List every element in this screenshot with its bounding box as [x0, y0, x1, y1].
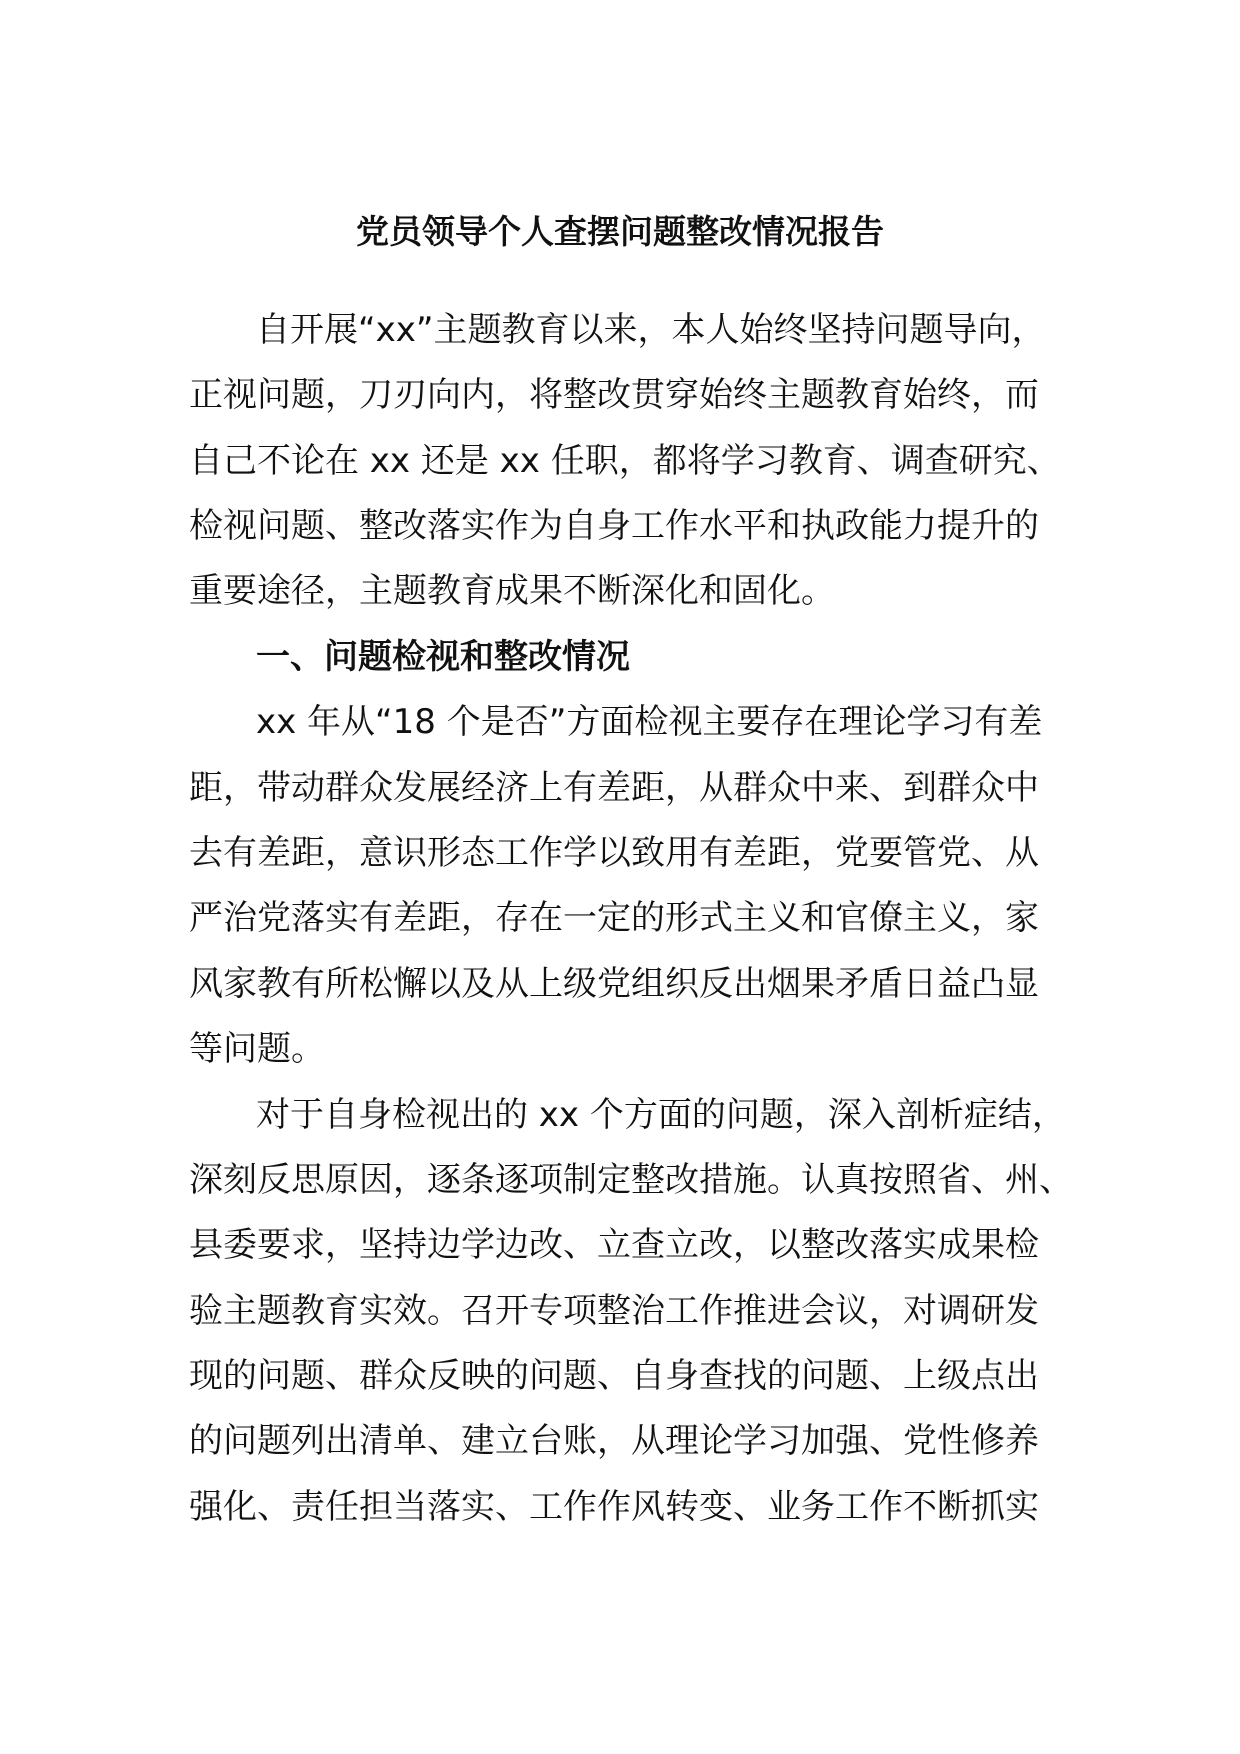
- paragraph-line: 正视问题，刀刃向内，将整改贯穿始终主题教育始终，而: [189, 375, 1039, 415]
- paragraph-line: 自开展“xx”主题教育以来，本人始终坚持问题导向，: [256, 310, 1046, 350]
- paragraph-line: 的问题列出清单、建立台账，从理论学习加强、党性修养: [189, 1421, 1039, 1461]
- paragraph-line: 自己不论在 xx 还是 xx 任职，都将学习教育、调查研究、: [189, 441, 1061, 481]
- paragraph-line: 深刻反思原因，逐条逐项制定整改措施。认真按照省、州、: [189, 1160, 1073, 1200]
- paragraph-line: 强化、责任担当落实、工作作风转变、业务工作不断抓实: [189, 1487, 1039, 1527]
- paragraph-line: xx 年从“18 个是否”方面检视主要存在理论学习有差: [256, 702, 1043, 742]
- section-heading: 一、问题检视和整改情况: [256, 637, 630, 677]
- paragraph-line: 对于自身检视出的 xx 个方面的问题，深入剖析症结，: [256, 1095, 1066, 1135]
- paragraph-line: 等问题。: [189, 1029, 325, 1069]
- paragraph-line: 验主题教育实效。召开专项整治工作推进会议，对调研发: [189, 1291, 1039, 1331]
- paragraph-line: 严治党落实有差距，存在一定的形式主义和官僚主义，家: [189, 898, 1039, 938]
- paragraph-line: 现的问题、群众反映的问题、自身查找的问题、上级点出: [189, 1356, 1039, 1396]
- paragraph-line: 县委要求，坚持边学边改、立查立改，以整改落实成果检: [189, 1225, 1039, 1265]
- document-title: 党员领导个人查摆问题整改情况报告: [356, 212, 884, 251]
- paragraph-line: 检视问题、整改落实作为自身工作水平和执政能力提升的: [189, 506, 1039, 546]
- paragraph-line: 距，带动群众发展经济上有差距，从群众中来、到群众中: [189, 768, 1039, 808]
- paragraph-line: 重要途径，主题教育成果不断深化和固化。: [189, 571, 835, 611]
- paragraph-line: 去有差距，意识形态工作学以致用有差距，党要管党、从: [189, 833, 1039, 873]
- paragraph-line: 风家教有所松懈以及从上级党组织反出烟果矛盾日益凸显: [189, 964, 1039, 1004]
